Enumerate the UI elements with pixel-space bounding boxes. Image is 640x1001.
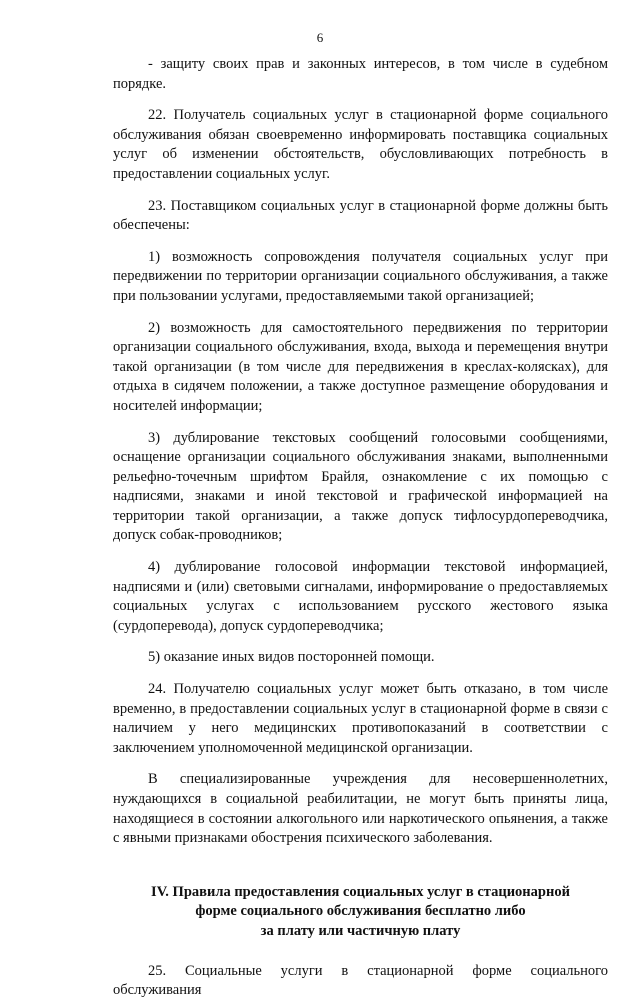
paragraph-rights-protection: - защиту своих прав и законных интересов, в том числе в судебном порядке. <box>113 56 608 92</box>
paragraph-25: 25. Социальные услуги в стационарной форме социального обслуживания <box>113 962 608 999</box>
paragraph-23-item-1: 1) возможность сопровождения получателя социальных услуг при передвижении по территории организации социального обслуживания, а также при пользовании услугами, предоставляемыми такой организацией; <box>113 248 608 304</box>
paragraph-23: 23. Поставщиком социальных услуг в стационарной форме должны быть обеспечены: <box>113 197 608 234</box>
section-heading-line-2: форме социального обслуживания бесплатно либо <box>195 903 526 920</box>
page-number: 6 <box>316 30 324 45</box>
paragraph-24: 24. Получателю социальных услуг может быть отказано, в том числе временно, в предоставлении социальных услуг в стационарной форме в связи с наличием у него медицинских противопоказаний в соответствии с заключением уполномоченной медицинской организации. <box>113 681 608 756</box>
paragraph-23-item-2: 2) возможность для самостоятельного передвижения по территории организации социального обслуживания, входа, выхода и перемещения внутри такой организации (в том числе для передвижения в креслах-колясках), для отдыха в сидячем положении, а также доступное размещение оборудования и носителей информации; <box>113 319 608 414</box>
section-heading-line-3: за плату или частичную плату <box>260 922 461 939</box>
document-body <box>113 55 608 1001</box>
paragraph-22: 22. Получатель социальных услуг в стационарной форме социального обслуживания обязан своевременно информировать поставщика социальных услуг об изменении обстоятельств, обусловливающих потребность в предоставлении социальных услуг. <box>113 107 608 182</box>
paragraph-23-item-4: 4) дублирование голосовой информации текстовой информацией, надписями и (или) световыми сигналами, информирование о предоставляемых социальных услугах с использованием русского жестового языка (сурдоперевода), допуск сурдопереводчика; <box>113 559 608 634</box>
paragraph-24-continuation: В специализированные учреждения для несовершеннолетних, нуждающихся в социальной реабилитации, не могут быть приняты лица, находящиеся в состоянии алкогольного или наркотического опьянения, а также с явными признаками обострения психического заболевания. <box>113 771 608 847</box>
paragraph-23-item-3: 3) дублирование текстовых сообщений голосовыми сообщениями, оснащение организации социального обслуживания знаками, выполненными рельефно-точечным шрифтом Брайля, ознакомление с их помощью с надписями, знаками и иной текстовой и графической информацией на территории такой организации, а также допуск тифлосурдопереводчика, допуск собак-проводников; <box>113 429 608 544</box>
paragraph-23-item-5: 5) оказание иных видов посторонней помощи. <box>148 649 435 666</box>
section-heading <box>113 883 608 942</box>
section-heading-line-1: IV. Правила предоставления социальных услуг в стационарной <box>151 883 570 900</box>
